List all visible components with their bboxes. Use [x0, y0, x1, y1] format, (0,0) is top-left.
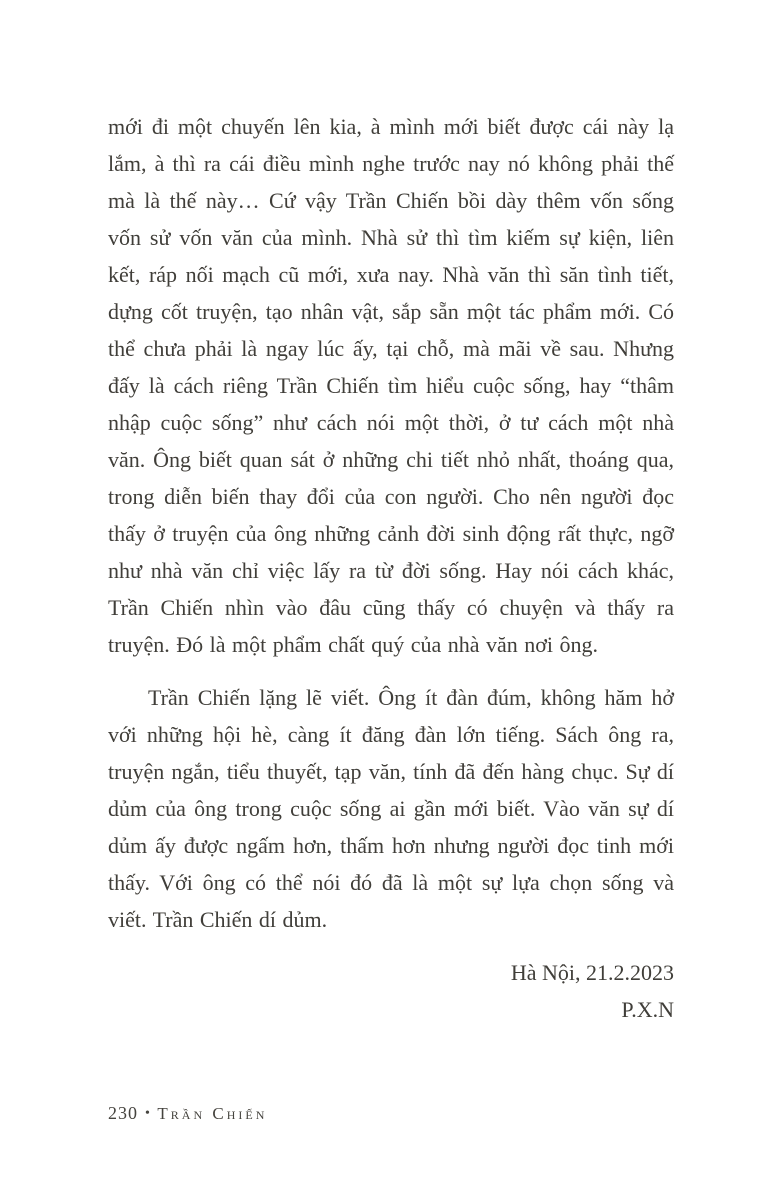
paragraph: Trần Chiến lặng lẽ viết. Ông ít đàn đúm, không hăm hở với những hội hè, càng ít đăng đàn lớn tiếng. Sách ông ra, truyện ngắn, tiểu thuyết, tạp văn, tính đã đến hàng chục. Sự dí dủm của ông trong cuộc sống ai gần mới biết. Vào văn sự dí dủm ấy được ngấm hơn, thấm hơn nhưng người đọc tinh mới thấy. Với ông có thể nói đó đã là một sự lựa chọn sống và viết. Trần Chiến dí dủm.	[108, 685, 674, 932]
page-number: 230	[108, 1103, 138, 1123]
book-title: Trần Chiến	[157, 1104, 268, 1123]
author-initials: P.X.N	[621, 997, 674, 1022]
dateline: Hà Nội, 21.2.2023	[510, 960, 674, 985]
paragraph-continued: mới đi một chuyến lên kia, à mình mới biết được cái này lạ lắm, à thì ra cái điều mình nghe trước nay nó không phải thế mà là thế này… Cứ vậy Trần Chiến bồi dày thêm vốn sống vốn sử vốn văn của mình. Nhà sử thì tìm kiếm sự kiện, liên kết, ráp nối mạch cũ mới, xưa nay. Nhà văn thì săn tình tiết, dựng cốt truyện, tạo nhân vật, sắp sẵn một tác phẩm mới. Có thể chưa phải là ngay lúc ấy, tại chỗ, mà mãi về sau. Nhưng đấy là cách riêng Trần Chiến tìm hiểu cuộc sống, hay “thâm nhập cuộc sống” như cách nói một thời, ở tư cách một nhà văn. Ông biết quan sát ở những chi tiết nhỏ nhất, thoáng qua, trong diễn biến thay đổi của con người. Cho nên người đọc thấy ở truyện của ông những cảnh đời sinh động rất thực, ngỡ như nhà văn chỉ việc lấy ra từ đời sống. Hay nói cách khác, Trần Chiến nhìn vào đâu cũng thấy có chuyện và thấy ra truyện. Đó là một phẩm chất quý của nhà văn nơi ông.	[108, 114, 674, 657]
body-text	[108, 108, 674, 1028]
footer-separator-icon: •	[145, 1106, 151, 1121]
page-footer	[108, 1103, 267, 1124]
